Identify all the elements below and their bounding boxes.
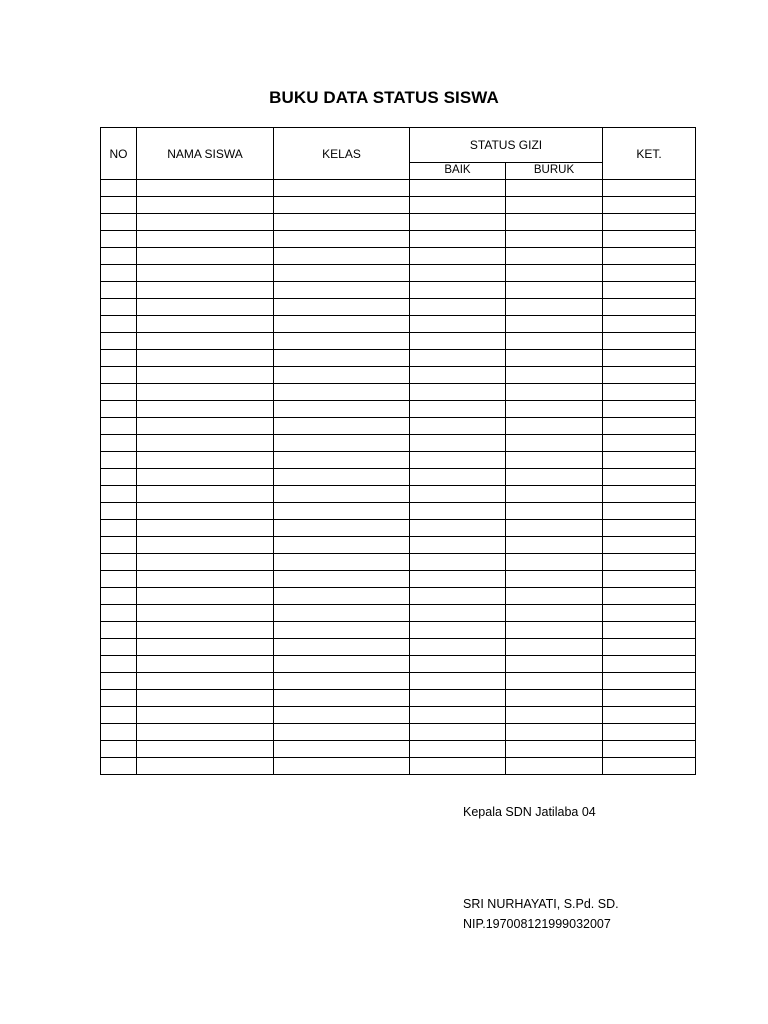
cell-nama-siswa bbox=[137, 197, 274, 214]
table-row bbox=[101, 350, 696, 367]
cell-nama-siswa bbox=[137, 554, 274, 571]
column-header-baik: BAIK bbox=[410, 163, 506, 180]
cell-buruk bbox=[506, 690, 603, 707]
cell-buruk bbox=[506, 503, 603, 520]
cell-ket bbox=[603, 180, 696, 197]
table-row bbox=[101, 248, 696, 265]
cell-buruk bbox=[506, 180, 603, 197]
cell-no bbox=[101, 622, 137, 639]
cell-ket bbox=[603, 503, 696, 520]
cell-ket bbox=[603, 435, 696, 452]
cell-no bbox=[101, 214, 137, 231]
cell-nama-siswa bbox=[137, 673, 274, 690]
cell-baik bbox=[410, 282, 506, 299]
cell-buruk bbox=[506, 673, 603, 690]
cell-no bbox=[101, 333, 137, 350]
signature-name: SRI NURHAYATI, S.Pd. SD. bbox=[463, 897, 619, 911]
cell-buruk bbox=[506, 214, 603, 231]
cell-ket bbox=[603, 605, 696, 622]
cell-kelas bbox=[274, 588, 410, 605]
cell-ket bbox=[603, 554, 696, 571]
cell-nama-siswa bbox=[137, 265, 274, 282]
cell-ket bbox=[603, 588, 696, 605]
table-row bbox=[101, 724, 696, 741]
cell-kelas bbox=[274, 350, 410, 367]
cell-buruk bbox=[506, 282, 603, 299]
cell-baik bbox=[410, 571, 506, 588]
cell-baik bbox=[410, 673, 506, 690]
cell-no bbox=[101, 180, 137, 197]
cell-baik bbox=[410, 231, 506, 248]
cell-baik bbox=[410, 265, 506, 282]
cell-no bbox=[101, 605, 137, 622]
cell-kelas bbox=[274, 248, 410, 265]
cell-no bbox=[101, 350, 137, 367]
cell-buruk bbox=[506, 639, 603, 656]
cell-baik bbox=[410, 435, 506, 452]
cell-nama-siswa bbox=[137, 316, 274, 333]
cell-ket bbox=[603, 452, 696, 469]
table-row bbox=[101, 452, 696, 469]
cell-kelas bbox=[274, 333, 410, 350]
column-header-no: NO bbox=[101, 128, 137, 180]
cell-ket bbox=[603, 690, 696, 707]
table-row bbox=[101, 282, 696, 299]
cell-baik bbox=[410, 299, 506, 316]
cell-baik bbox=[410, 639, 506, 656]
cell-nama-siswa bbox=[137, 214, 274, 231]
table-row bbox=[101, 520, 696, 537]
cell-no bbox=[101, 571, 137, 588]
table-row bbox=[101, 690, 696, 707]
cell-buruk bbox=[506, 469, 603, 486]
cell-buruk bbox=[506, 571, 603, 588]
cell-no bbox=[101, 265, 137, 282]
cell-kelas bbox=[274, 656, 410, 673]
signature-nip: NIP.197008121999032007 bbox=[463, 917, 611, 931]
cell-buruk bbox=[506, 520, 603, 537]
table-row bbox=[101, 486, 696, 503]
cell-buruk bbox=[506, 724, 603, 741]
cell-no bbox=[101, 248, 137, 265]
cell-buruk bbox=[506, 452, 603, 469]
cell-buruk bbox=[506, 197, 603, 214]
table-row bbox=[101, 299, 696, 316]
cell-baik bbox=[410, 197, 506, 214]
document-title: BUKU DATA STATUS SISWA bbox=[269, 88, 499, 107]
cell-kelas bbox=[274, 231, 410, 248]
cell-baik bbox=[410, 384, 506, 401]
table-row bbox=[101, 469, 696, 486]
column-header-buruk: BURUK bbox=[506, 163, 603, 180]
cell-kelas bbox=[274, 316, 410, 333]
cell-no bbox=[101, 537, 137, 554]
cell-baik bbox=[410, 758, 506, 775]
cell-buruk bbox=[506, 384, 603, 401]
cell-kelas bbox=[274, 673, 410, 690]
cell-kelas bbox=[274, 282, 410, 299]
cell-no bbox=[101, 197, 137, 214]
cell-kelas bbox=[274, 554, 410, 571]
cell-nama-siswa bbox=[137, 384, 274, 401]
cell-baik bbox=[410, 588, 506, 605]
cell-no bbox=[101, 469, 137, 486]
cell-ket bbox=[603, 571, 696, 588]
cell-baik bbox=[410, 248, 506, 265]
cell-kelas bbox=[274, 401, 410, 418]
cell-ket bbox=[603, 384, 696, 401]
cell-baik bbox=[410, 605, 506, 622]
cell-kelas bbox=[274, 622, 410, 639]
cell-kelas bbox=[274, 180, 410, 197]
table-row bbox=[101, 537, 696, 554]
cell-baik bbox=[410, 554, 506, 571]
cell-buruk bbox=[506, 758, 603, 775]
cell-kelas bbox=[274, 690, 410, 707]
cell-nama-siswa bbox=[137, 520, 274, 537]
cell-buruk bbox=[506, 299, 603, 316]
column-header-kelas: KELAS bbox=[274, 128, 410, 180]
cell-kelas bbox=[274, 265, 410, 282]
cell-ket bbox=[603, 350, 696, 367]
cell-ket bbox=[603, 537, 696, 554]
cell-nama-siswa bbox=[137, 690, 274, 707]
cell-ket bbox=[603, 248, 696, 265]
cell-ket bbox=[603, 299, 696, 316]
cell-nama-siswa bbox=[137, 469, 274, 486]
cell-baik bbox=[410, 469, 506, 486]
table-row bbox=[101, 180, 696, 197]
cell-baik bbox=[410, 622, 506, 639]
cell-no bbox=[101, 690, 137, 707]
table-row bbox=[101, 673, 696, 690]
cell-no bbox=[101, 231, 137, 248]
cell-baik bbox=[410, 520, 506, 537]
cell-no bbox=[101, 486, 137, 503]
cell-nama-siswa bbox=[137, 452, 274, 469]
cell-no bbox=[101, 673, 137, 690]
cell-kelas bbox=[274, 724, 410, 741]
cell-nama-siswa bbox=[137, 299, 274, 316]
cell-no bbox=[101, 452, 137, 469]
cell-baik bbox=[410, 503, 506, 520]
signature-office: Kepala SDN Jatilaba 04 bbox=[463, 805, 596, 819]
cell-buruk bbox=[506, 554, 603, 571]
cell-nama-siswa bbox=[137, 656, 274, 673]
cell-no bbox=[101, 588, 137, 605]
table-row bbox=[101, 265, 696, 282]
table-row bbox=[101, 503, 696, 520]
cell-ket bbox=[603, 622, 696, 639]
table-row bbox=[101, 571, 696, 588]
cell-baik bbox=[410, 180, 506, 197]
cell-ket bbox=[603, 673, 696, 690]
cell-baik bbox=[410, 367, 506, 384]
table-row bbox=[101, 435, 696, 452]
cell-nama-siswa bbox=[137, 503, 274, 520]
cell-baik bbox=[410, 486, 506, 503]
cell-ket bbox=[603, 418, 696, 435]
cell-baik bbox=[410, 214, 506, 231]
cell-nama-siswa bbox=[137, 639, 274, 656]
cell-no bbox=[101, 707, 137, 724]
table-row bbox=[101, 333, 696, 350]
table-row bbox=[101, 741, 696, 758]
table-row bbox=[101, 605, 696, 622]
cell-no bbox=[101, 639, 137, 656]
cell-ket bbox=[603, 265, 696, 282]
cell-nama-siswa bbox=[137, 350, 274, 367]
cell-nama-siswa bbox=[137, 231, 274, 248]
cell-ket bbox=[603, 486, 696, 503]
cell-buruk bbox=[506, 333, 603, 350]
cell-buruk bbox=[506, 435, 603, 452]
cell-nama-siswa bbox=[137, 282, 274, 299]
column-header-nama-siswa: NAMA SISWA bbox=[137, 128, 274, 180]
cell-ket bbox=[603, 197, 696, 214]
cell-kelas bbox=[274, 197, 410, 214]
cell-nama-siswa bbox=[137, 537, 274, 554]
cell-kelas bbox=[274, 384, 410, 401]
cell-ket bbox=[603, 231, 696, 248]
cell-nama-siswa bbox=[137, 758, 274, 775]
cell-nama-siswa bbox=[137, 401, 274, 418]
table-row bbox=[101, 401, 696, 418]
cell-kelas bbox=[274, 469, 410, 486]
cell-no bbox=[101, 554, 137, 571]
cell-kelas bbox=[274, 639, 410, 656]
cell-buruk bbox=[506, 707, 603, 724]
cell-nama-siswa bbox=[137, 741, 274, 758]
cell-no bbox=[101, 520, 137, 537]
cell-baik bbox=[410, 707, 506, 724]
cell-nama-siswa bbox=[137, 571, 274, 588]
table-row bbox=[101, 316, 696, 333]
cell-kelas bbox=[274, 452, 410, 469]
cell-nama-siswa bbox=[137, 605, 274, 622]
student-status-table bbox=[100, 127, 696, 775]
cell-kelas bbox=[274, 367, 410, 384]
cell-baik bbox=[410, 350, 506, 367]
cell-buruk bbox=[506, 231, 603, 248]
cell-nama-siswa bbox=[137, 724, 274, 741]
table-row bbox=[101, 622, 696, 639]
cell-nama-siswa bbox=[137, 418, 274, 435]
cell-no bbox=[101, 418, 137, 435]
cell-baik bbox=[410, 537, 506, 554]
cell-nama-siswa bbox=[137, 435, 274, 452]
table-row bbox=[101, 639, 696, 656]
cell-kelas bbox=[274, 741, 410, 758]
cell-kelas bbox=[274, 571, 410, 588]
cell-ket bbox=[603, 656, 696, 673]
column-header-status-gizi: STATUS GIZI bbox=[410, 128, 603, 163]
cell-buruk bbox=[506, 656, 603, 673]
cell-kelas bbox=[274, 299, 410, 316]
cell-baik bbox=[410, 333, 506, 350]
cell-no bbox=[101, 724, 137, 741]
cell-baik bbox=[410, 741, 506, 758]
cell-kelas bbox=[274, 486, 410, 503]
cell-buruk bbox=[506, 418, 603, 435]
cell-no bbox=[101, 741, 137, 758]
cell-baik bbox=[410, 316, 506, 333]
cell-no bbox=[101, 435, 137, 452]
cell-baik bbox=[410, 418, 506, 435]
cell-buruk bbox=[506, 350, 603, 367]
cell-ket bbox=[603, 214, 696, 231]
cell-buruk bbox=[506, 265, 603, 282]
cell-baik bbox=[410, 656, 506, 673]
cell-buruk bbox=[506, 248, 603, 265]
cell-nama-siswa bbox=[137, 622, 274, 639]
table-header-row bbox=[101, 128, 696, 163]
cell-baik bbox=[410, 401, 506, 418]
table-row bbox=[101, 384, 696, 401]
cell-no bbox=[101, 656, 137, 673]
cell-no bbox=[101, 401, 137, 418]
cell-kelas bbox=[274, 707, 410, 724]
cell-ket bbox=[603, 282, 696, 299]
cell-nama-siswa bbox=[137, 588, 274, 605]
cell-ket bbox=[603, 741, 696, 758]
cell-no bbox=[101, 758, 137, 775]
cell-buruk bbox=[506, 316, 603, 333]
cell-nama-siswa bbox=[137, 180, 274, 197]
cell-buruk bbox=[506, 537, 603, 554]
cell-no bbox=[101, 367, 137, 384]
cell-buruk bbox=[506, 401, 603, 418]
cell-kelas bbox=[274, 758, 410, 775]
cell-nama-siswa bbox=[137, 486, 274, 503]
cell-nama-siswa bbox=[137, 333, 274, 350]
cell-kelas bbox=[274, 503, 410, 520]
cell-kelas bbox=[274, 537, 410, 554]
cell-baik bbox=[410, 724, 506, 741]
table-row bbox=[101, 554, 696, 571]
cell-kelas bbox=[274, 418, 410, 435]
cell-buruk bbox=[506, 605, 603, 622]
cell-no bbox=[101, 299, 137, 316]
cell-kelas bbox=[274, 435, 410, 452]
cell-ket bbox=[603, 758, 696, 775]
cell-buruk bbox=[506, 486, 603, 503]
table-row bbox=[101, 707, 696, 724]
cell-ket bbox=[603, 333, 696, 350]
cell-ket bbox=[603, 367, 696, 384]
cell-no bbox=[101, 384, 137, 401]
cell-ket bbox=[603, 707, 696, 724]
table-row bbox=[101, 231, 696, 248]
column-header-ket: KET. bbox=[603, 128, 696, 180]
cell-buruk bbox=[506, 367, 603, 384]
cell-no bbox=[101, 282, 137, 299]
cell-buruk bbox=[506, 741, 603, 758]
cell-ket bbox=[603, 316, 696, 333]
table-row bbox=[101, 588, 696, 605]
cell-nama-siswa bbox=[137, 248, 274, 265]
cell-buruk bbox=[506, 588, 603, 605]
cell-kelas bbox=[274, 520, 410, 537]
table-row bbox=[101, 367, 696, 384]
cell-nama-siswa bbox=[137, 367, 274, 384]
cell-baik bbox=[410, 452, 506, 469]
cell-baik bbox=[410, 690, 506, 707]
cell-ket bbox=[603, 469, 696, 486]
table-body bbox=[101, 180, 696, 775]
cell-nama-siswa bbox=[137, 707, 274, 724]
cell-ket bbox=[603, 724, 696, 741]
cell-ket bbox=[603, 401, 696, 418]
table-row bbox=[101, 214, 696, 231]
cell-buruk bbox=[506, 622, 603, 639]
cell-kelas bbox=[274, 605, 410, 622]
table-row bbox=[101, 418, 696, 435]
table-row bbox=[101, 197, 696, 214]
cell-ket bbox=[603, 520, 696, 537]
cell-ket bbox=[603, 639, 696, 656]
table-row bbox=[101, 656, 696, 673]
table-row bbox=[101, 758, 696, 775]
cell-kelas bbox=[274, 214, 410, 231]
cell-no bbox=[101, 316, 137, 333]
cell-no bbox=[101, 503, 137, 520]
